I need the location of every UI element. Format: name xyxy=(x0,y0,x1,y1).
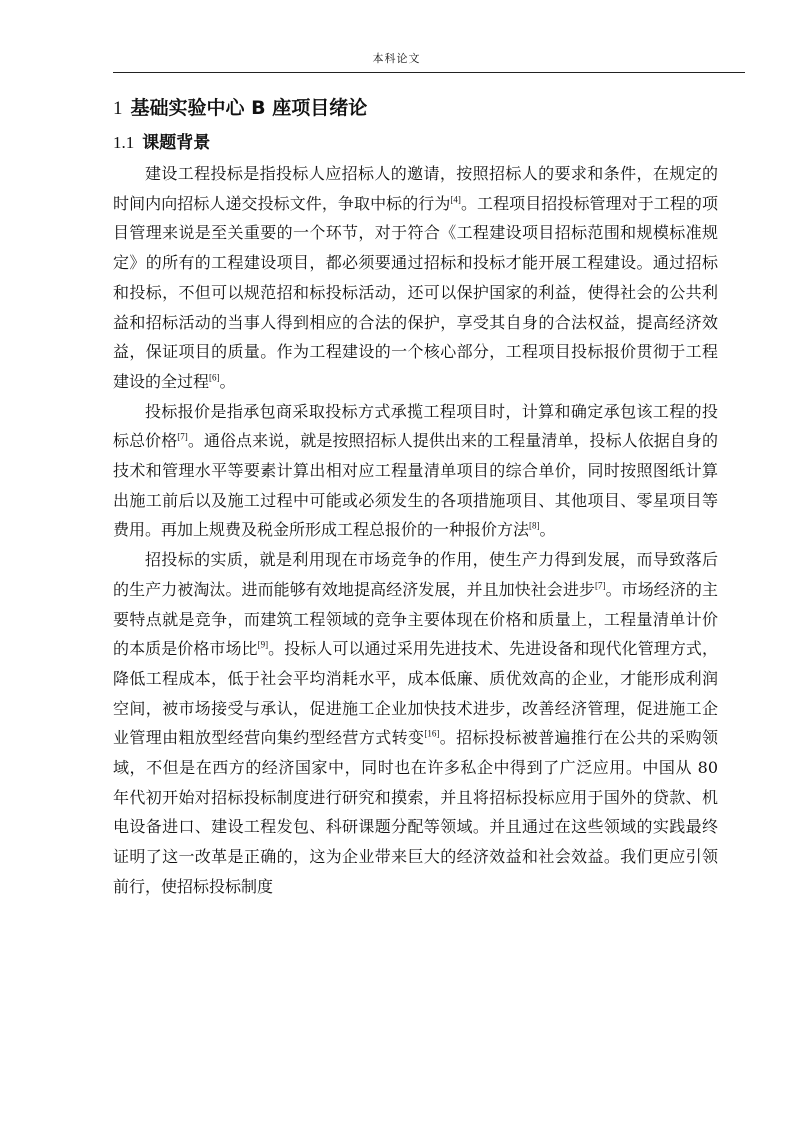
citation: [9] xyxy=(257,639,269,650)
citation: [16] xyxy=(424,729,440,740)
body-paragraph xyxy=(113,545,718,901)
chapter-heading xyxy=(113,90,718,127)
paragraph-text: 。招标投标被普遍推行在公共的采购领域，不但是在西方的经济国家中，同时也在许多私企中得到了广泛应用。中国从 80 年代初开始对招标投标制度进行研究和摸索，并且将招标投标应用于国外的贷款、机电设备进口、建设工程发包、科研课题分配等领域。并且通过在这些领域的实践最终证明了这一改革是正确的，这为企业带来巨大的经济效益和社会效益。我们更应引领前行，使招标投标制度 xyxy=(113,728,718,896)
header-rule xyxy=(113,72,745,73)
page-content xyxy=(113,90,718,902)
paragraph-text: 。工程项目招投标管理对于工程的项目管理来说是至关重要的一个环节，对于符合《工程建设项目招标范围和规模标准规定》的所有的工程建设项目，都必须要通过招标和投标才能开展工程建设。通过招标和投标，不但可以规范招和标投标活动，还可以保护国家的利益，使得社会的公共利益和招标活动的当事人得到相应的合法的保护，享受其自身的合法权益，提高经济效益，保证项目的质量。作为工程建设的一个核心部分，工程项目投标报价贯彻于工程建设的全过程 xyxy=(113,193,718,391)
citation: [4] xyxy=(450,194,461,205)
citation: [7] xyxy=(177,432,188,442)
paragraph-text: 建设工程投标是指投标人应招标人的邀请，按照招标人的要求和条件，在规定的时间内向招标人递交投标文件，争取中标的行为 xyxy=(113,164,718,213)
paragraph-text: 投标报价是指承包商采取投标方式承揽工程项目时，计算和确定承包该工程的投标总价格 xyxy=(113,401,718,451)
chapter-title: 基础实验中心 B 座项目绪论 xyxy=(130,97,368,119)
chapter-number: 1 xyxy=(113,98,123,119)
section-number: 1.1 xyxy=(113,133,135,152)
paragraph-text: 。 xyxy=(219,371,236,391)
section-title: 课题背景 xyxy=(142,133,211,153)
citation: [8] xyxy=(529,521,540,532)
paragraph-text: 。 xyxy=(539,520,556,540)
citation: [7] xyxy=(595,580,606,591)
running-header-title: 本科论文 xyxy=(372,52,421,65)
section-heading xyxy=(113,127,718,159)
body-paragraph xyxy=(113,159,718,397)
citation: [6] xyxy=(209,372,220,383)
body-paragraph xyxy=(113,397,718,546)
running-header xyxy=(0,52,793,66)
paragraph-text: 。市场经济的主要特点就是竞争，而建筑工程领域的竞争主要体现在价格和质量上，工程量清单计价的本质是价格市场比 xyxy=(113,579,718,659)
paragraph-text: 。通俗点来说，就是按照招标人提供出来的工程量清单，投标人依据自身的技术和管理水平等要素计算出相对应工程量清单项目的综合单价，同时按照图纸计算出施工前后以及施工过程中可能或必须发生的各项措施项目、其他项目、零星项目等费用。再加上规费及税金所形成工程总报价的一种报价方法 xyxy=(113,431,718,540)
paragraph-text: 招投标的实质，就是利用现在市场竞争的作用，使生产力得到发展，而导致落后的生产力被淘汰。进而能够有效地提高经济发展，并且加快社会进步 xyxy=(113,550,718,599)
paragraph-text: 。投标人可以通过采用先进技术、先进设备和现代化管理方式，降低工程成本，低于社会平均消耗水平，成本低廉、质优效高的企业，才能形成利润空间，被市场接受与承认，促进施工企业加快技术进步，改善经济管理，促进施工企业管理由粗放型经营向集约型经营方式转变 xyxy=(113,639,718,748)
